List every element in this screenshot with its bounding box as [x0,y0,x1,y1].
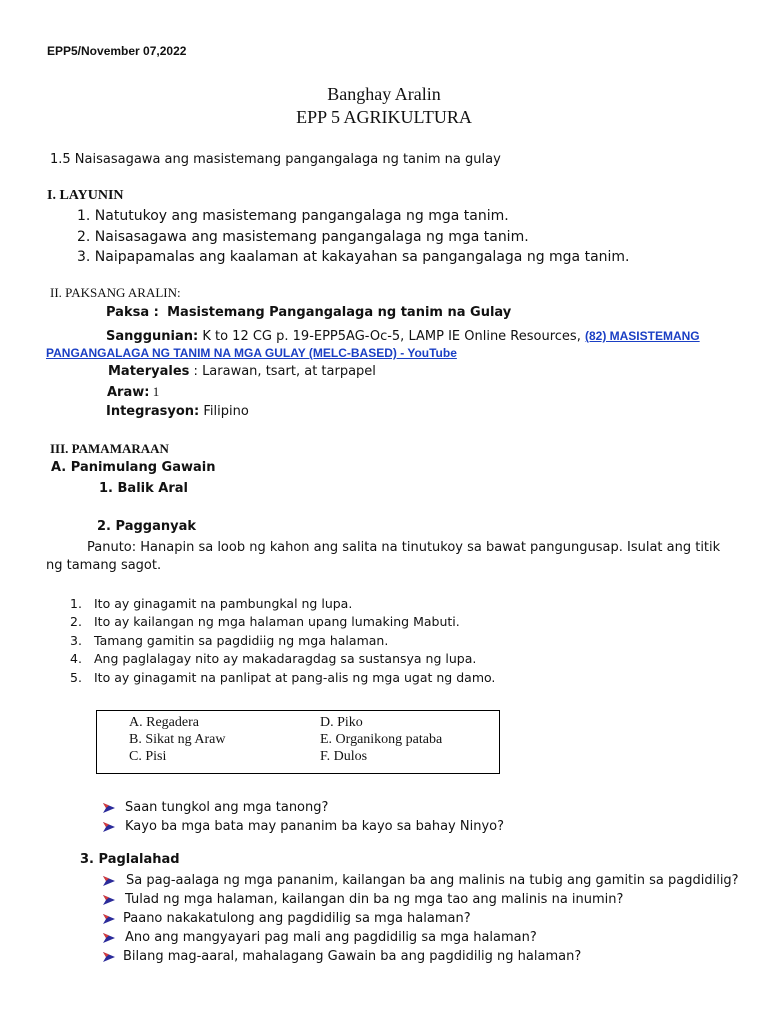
document-title: Banghay Aralin [327,84,441,104]
document-date: EPP5/November 07,2022 [47,44,187,58]
sanggunian-value: K to 12 CG p. 19-EPP5AG-Oc-5, LAMP IE Online Resources, [198,329,585,344]
question-item: 5. Ito ay ginagamit na panlipat at pang-alis ng mga ugat ng damo. [70,670,496,685]
arrow-bullet-icon [103,822,115,832]
arrow-bullet-icon [103,952,115,962]
paksang-aralin-heading: II. PAKSANG ARALIN: [50,285,181,300]
choice-item: D. Piko [320,715,363,730]
arrow-bullet-icon [103,933,115,943]
question-item: 2. Ito ay kailangan ng mga halaman upang lumaking Mabuti. [70,614,460,629]
layunin-item: 3. Naipapamalas ang kaalaman at kakayahan sa pangangalaga ng mga tanim. [77,249,630,265]
paglalahad-bullet-text: Ano ang mangyayari pag mali ang pagdidilig sa mga halaman? [125,930,537,945]
choice-item: F. Dulos [320,749,368,764]
arrow-bullet-icon [103,803,115,813]
choice-item: A. Regadera [129,715,199,730]
materyales-label: Materyales [108,364,190,379]
choices-box [96,710,500,774]
panuto-line-1: Panuto: Hanapin sa loob ng kahon ang salita na tinutukoy sa bawat pangungusap. Isulat ang titik [87,540,721,555]
panuto-line-2: ng tamang sagot. [46,558,162,573]
question-item: 3. Tamang gamitin sa pagdidiig ng mga halaman. [70,633,389,648]
araw-label: Araw: [107,385,150,400]
layunin-heading: I. LAYUNIN [47,188,124,203]
integrasyon-value: Filipino [199,404,249,419]
materyales-row [108,364,376,379]
paglalahad-bullet-text: Sa pag-aalaga ng mga pananim, kailangan ba ang malinis na tubig ang gamitin sa pagdidilig? [126,873,739,888]
sanggunian-label: Sanggunian: [106,329,199,344]
layunin-item: 2. Naisasagawa ang masistemang pangangalaga ng mga tanim. [77,229,529,245]
pagganyak-heading: 2. Pagganyak [97,519,196,534]
sanggunian-link[interactable]: (82) MASISTEMANG [584,329,700,343]
layunin-item: 1. Natutukoy ang masistemang pangangalaga ng mga tanim. [77,208,509,224]
paksa-value: Masistemang Pangangalaga ng tanim na Gulay [167,305,512,320]
document-subtitle: EPP 5 AGRIKULTURA [296,107,472,127]
choice-item: B. Sikat ng Araw [129,732,226,747]
paksa-row [106,305,511,320]
arrow-bullet-icon [103,876,115,886]
choice-item: E. Organikong pataba [320,732,443,747]
integrasyon-label: Integrasyon: [106,404,200,419]
araw-row [107,384,159,400]
materyales-value: : Larawan, tsart, at tarpapel [189,364,376,379]
paglalahad-bullet-text: Paano nakakatulong ang pagdidilig sa mga halaman? [123,911,471,926]
integrasyon-row [106,404,249,419]
objective-text: 1.5 Naisasagawa ang masistemang pangangalaga ng tanim na gulay [50,152,501,167]
arrow-bullet-icon [103,914,115,924]
panimulang-gawain-heading: A. Panimulang Gawain [51,460,216,475]
sanggunian-link-continued[interactable]: PANGANGALAGA NG TANIM NA MGA GULAY (MELC-BASED) - YouTube [46,346,457,360]
araw-value: 1 [149,384,160,399]
paglalahad-bullet-text: Bilang mag-aaral, mahalagang Gawain ba ang pagdidilig ng halaman? [123,949,582,964]
sanggunian-row [106,325,700,344]
pamamaraan-heading: III. PAMAMARAAN [50,441,169,456]
balik-aral-heading: 1. Balik Aral [99,481,188,496]
pagganyak-bullet-text: Kayo ba mga bata may pananim ba kayo sa bahay Ninyo? [125,819,504,834]
choice-item: C. Pisi [129,749,167,764]
paglalahad-bullet-text: Tulad ng mga halaman, kailangan din ba ng mga tao ang malinis na inumin? [125,892,624,907]
arrow-bullet-icon [103,895,115,905]
question-item: 4. Ang paglalagay nito ay makadaragdag sa sustansya ng lupa. [70,651,477,666]
paksa-label: Paksa : [106,305,159,320]
paglalahad-heading: 3. Paglalahad [80,852,180,867]
pagganyak-bullet-text: Saan tungkol ang mga tanong? [125,800,329,815]
question-item: 1. Ito ay ginagamit na pambungkal ng lupa. [70,596,353,611]
